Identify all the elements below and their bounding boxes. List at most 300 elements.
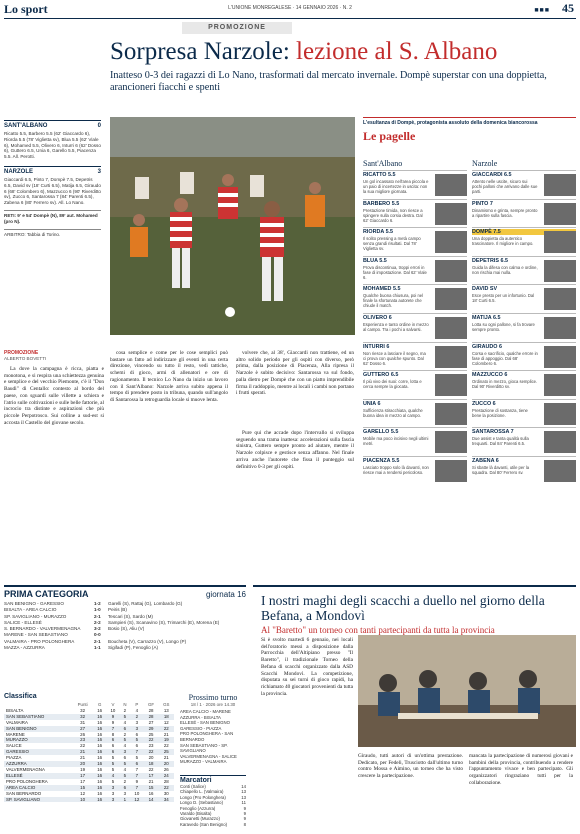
result-scorers: Bosio (S), Aliu (V) [108,626,145,632]
classifica-header: V [111,702,115,707]
player-rating [363,199,467,228]
result-match: MARENE - SAN SEBASTIANO [4,632,68,638]
team2-lineup: Giaccardi 6.5, Pinto 7, Dompè 7.5, Depetris 6.5, David sv (18' Curti 6.5), Matija 6.5, Giraudo 6 (68' Colombero 6), Mazzucco 6 (90' Riverditto sv), Zucco 6, Santarossa 7 (84' Parenti 6.5), Zabena 6 (80' Ferrero sv). All. Lo Nano. [4,176,101,206]
player-rating [363,456,467,485]
player-photo [435,431,467,453]
headline-part1: Sorpresa Narzole: [110,38,297,65]
player-photo [435,203,467,225]
table-cell: SAN SEBASTIANO [4,714,72,720]
player-desc: Dinamismo e grinta, sempre pronto a ripartire sulla fascia. [472,207,538,218]
player-vote: 7 [489,200,493,207]
player-photo [544,288,576,310]
player-rating [472,342,576,371]
table-cell: 17 [72,773,93,779]
classifica-header: GS [163,702,170,707]
chess-col-3 [469,753,573,787]
player-photo [544,460,576,482]
table-cell: 4 [106,773,119,779]
table-cell: 6 [106,737,119,743]
prossimo-turno [180,693,246,765]
table-cell: 8 [111,731,115,737]
table-cell: 4 [123,766,127,772]
next-match: MURAZZO - VALMAIRA [180,759,227,765]
scorer-goals: 13 [241,794,246,800]
team2-head [4,166,101,175]
table-cell: 20 [148,755,154,761]
team2-name: NARZOLE [4,168,33,175]
player-rating [472,199,576,228]
player-rating [363,227,467,256]
result-match: SP. SAVIGLIANO - MURAZZO [4,613,67,619]
top-bar [0,0,580,18]
player-vote: 6 [504,372,508,379]
player-vote: 6 [498,343,502,350]
player-vote: 6.5 [492,314,501,321]
scorer-goals: 14 [241,784,246,789]
scorer-name: Fenoglio (Azzurra) [180,805,216,811]
player-desc: Esce presto per un infortunio. Dal 18' Curti 6.5. [472,293,535,304]
player-desc: Ordinato in mezzo, gioca semplice. Dal 90' Riverditto sv. [472,379,538,390]
table-cell: 21 [72,749,93,755]
table-cell: 6 [120,726,131,732]
table-cell: 21 [80,755,86,761]
table-cell: GARESSIO [4,749,72,755]
table-cell: 22 [144,749,159,755]
table-cell: 7 [106,726,119,732]
table-cell: 24 [159,773,174,779]
scorer-goals: 9 [243,805,246,811]
classifica-header: GF [147,702,155,707]
subhead: Inatteso 0-3 dei ragazzi di Lo Nano, trasformati dal mercato invernale. Dompè superstar con una doppietta, arancioneri fiacchi e spenti [110,70,547,93]
table-cell: BISALTA [6,707,24,713]
player-desc: Prestazione di sostanza, tiene bene la posizione. [472,407,528,418]
table-cell: 16 [93,737,106,743]
player-desc: Guida la difesa con calma e ordine, non rischia mai nulla. [472,264,538,275]
scorer-name: Karavedo (San Benigno) [180,821,228,827]
headline-part2: lezione al S. Albano [296,38,498,65]
prima-round: giornata 16 [205,590,246,599]
table-cell: 32 [72,714,93,720]
photo-illustration [110,117,355,335]
player-name-text: DEPETRIS [472,257,499,264]
table-cell: 20 [159,761,174,767]
player-vote: 6.5 [390,372,399,379]
classifica-header: Punti [77,702,88,707]
table-cell: 5 [120,737,131,743]
player-photo [544,174,576,196]
scorer-goals: 8 [243,821,246,827]
player-name-text: PINTO [472,200,489,207]
table-cell: 25 [159,749,174,755]
scorer-row [180,822,246,827]
table-cell: 3 [130,726,143,732]
player-name-text: MATIJA [472,314,492,321]
result-score: 1-1 [94,645,101,651]
table-cell: 30 [163,790,169,796]
player-photo [544,231,576,253]
result-scorers: Garelli (S), Rattaj (G), Lombardo (G) [108,601,183,606]
player-desc: Si sbatte là davanti, utile per la squadra. Dal 80' Ferrero sv. [472,464,530,475]
table-cell: 10 [110,707,116,713]
table-cell: 6 [135,743,139,749]
player-name-text: GIRAUDO [472,343,498,350]
table-cell: 18 [159,714,174,720]
table-cell: 4 [123,743,127,749]
table-cell: 22 [163,743,169,749]
player-name-text: ZABENA [472,457,495,464]
player-name-text: RICATTO [363,172,387,178]
article-col-2 [110,350,228,404]
player-vote: 5.5 [391,200,400,207]
prima-header [4,585,246,599]
table-cell: 16 [93,773,106,779]
scorer-goals: 9 [243,811,246,817]
table-cell: 16 [97,719,103,725]
table-cell: AZZURRA [4,761,72,767]
ratings-left-col [363,159,467,485]
table-cell: 19 [159,737,174,743]
table-cell: 9 [106,714,119,720]
scorer-name: Chiapello L. (Valmaira) [180,789,224,795]
player-desc: Qualche buona chiusura, poi nel finale la sfortunata autorete che chiude il match. [363,293,424,309]
player-rating [363,342,467,371]
article-author: ALBERTO BOVETTI [4,356,47,361]
table-cell: 17 [144,773,159,779]
result-score: 1-2 [94,601,101,606]
player-desc: Prestazione timida, non riesce a spingere sulla corsia destra. Dal 62' Giaccardo 6. [363,207,423,223]
section-title: Lo sport [4,2,48,16]
player-vote: 5.5 [390,429,399,436]
table-cell: AREA CALCIO [4,785,72,791]
table-cell: 6 [120,785,131,791]
table-cell: 16 [93,785,106,791]
result-score: 0-0 [94,632,101,638]
table-cell: 21 [163,755,169,761]
table-cell: 16 [97,790,103,796]
table-cell: 28 [144,714,159,720]
player-rating [472,256,576,285]
result-match: SAN BENIGNO - GARESSIO [4,601,64,606]
table-cell: 20 [72,761,93,767]
table-cell: 10 [134,790,140,796]
next-match: GARESSIO - PIAZZA [180,725,222,731]
table-cell: PRO POLONGHERA [6,778,48,784]
next-match: ELLESÉ - SAN BENIGNO [180,720,230,726]
next-match: VALVERMENAGNA - SALICE [180,753,237,759]
table-cell: 5 [120,761,131,767]
table-cell: 16 [97,707,103,713]
chess-text-3: mancata la partecipazione di numerosi giovani e bambini della provincia, contribuendo a rendere l'appuntamento vivace e ben partecipato. Gli organizzatori ringraziano tutti per la collaborazione. [469,753,573,786]
table-cell: 22 [159,785,174,791]
table-cell: 5 [120,714,131,720]
team1-score: 0 [97,123,101,129]
table-cell: 13 [163,707,169,713]
table-cell: 3 [135,719,139,725]
player-desc: Una doppietta da autentico trascinatore. Il migliore in campo. [472,236,534,247]
ratings-title: Le pagelle [363,129,416,143]
player-name-text: MAZZUCCO [472,372,503,379]
prima-title: PRIMA CATEGORIA [4,589,89,599]
player-name-text: ZUCCO [472,400,492,407]
table-cell: 23 [72,737,93,743]
classifica-table [4,702,174,802]
table-cell: 12 [130,797,143,803]
table-cell: 22 [159,726,174,732]
result-match: SALICE - ELLESÉ [4,619,42,625]
ratings-right-col [472,159,576,485]
table-cell: 26 [80,731,86,737]
player-desc: Il più vivo dei suoi: corre, lotta e cerca sempre la giocata. [363,379,422,390]
table-cell: 7 [130,773,143,779]
classifica-title: Classifica [4,693,37,700]
table-cell: 27 [72,726,93,732]
player-desc: Attento nelle uscite, sicuro sui pochi palloni che arrivano dalle sue parti. [472,179,538,194]
table-cell: 3 [106,797,119,803]
chess-text-2: Giraudo, tutti autori di un'ottima prestazione. Dedicato, per Fedeli, Trusciotto dall'ultimo turno contro Mossa e Aimino, un torneo che ha visto crescere la partecipazione. [358,753,463,780]
classifica-header: N [123,702,127,707]
table-cell: 21 [148,778,154,784]
player-photo [435,174,467,196]
player-photo [435,288,467,310]
table-cell: PIAZZA [6,755,22,761]
table-cell: 29 [144,726,159,732]
player-name-text: PIACENZA [363,457,391,464]
player-name-text: GUTTERO [363,372,390,379]
player-name-text: DOMPÈ [472,229,492,236]
player-name-text: UNIA [363,400,376,407]
player-rating [472,170,576,199]
article-kicker: PROMOZIONE [4,350,39,356]
player-photo [435,346,467,368]
article-col-3 [236,350,354,397]
player-rating [363,370,467,399]
player-vote: 5.5 [391,457,400,464]
player-vote: 6 [386,343,390,350]
player-vote: 5.5 [392,286,401,293]
player-photo [435,403,467,425]
player-vote: 5.5 [387,172,396,178]
player-photo [435,317,467,339]
player-photo [435,231,467,253]
table-cell: 1 [120,797,131,803]
dots-decoration: ■■■ [534,6,550,14]
player-name-text: SANTAROSSA [472,429,510,436]
table-cell: 12 [163,719,169,725]
chess-headline: I nostri maghi degli scacchi a duello nel giorno della Befana, a Mondovì [261,593,545,623]
table-cell: 18 [144,761,159,767]
player-name-text: RIORDA [363,229,385,236]
scorer-goals: 11 [241,800,246,806]
table-cell: 5 [111,778,115,784]
headline [110,38,570,66]
player-name-text: BLUA [363,257,378,264]
chess-article [253,585,576,830]
player-photo [435,460,467,482]
table-cell: 4 [135,707,139,713]
player-vote: 7 [510,429,514,436]
scorer-name: Varaldo (Bisalta) [180,811,212,817]
scorer-name: Longo (Pro Polonghera) [180,794,226,800]
table-cell: 16 [93,797,106,803]
scorer-name: Conti (Salice) [180,784,206,789]
player-rating [363,284,467,313]
table-cell: SAN BERNARDO [6,790,42,796]
result-score: 2-1 [94,638,101,644]
table-cell: 5 [135,755,139,761]
issue-line: L'UNIONE MONREGALESE · 14 GENNAIO 2026 · N. 2 [228,5,352,11]
article-col-1 [4,366,104,426]
player-vote: 6 [492,400,496,407]
player-desc: Lasciato troppo solo là davanti, non riesce mai a rendersi pericoloso. [363,464,429,475]
classifica-header: P [135,702,139,707]
player-desc: Sufficienza stiracchiata, qualche buona idea in mezzo al campo. [363,407,423,418]
table-cell: 27 [148,719,154,725]
player-name-text: GIACCARDI [472,172,503,178]
player-photo [435,260,467,282]
table-cell: 16 [97,743,103,749]
table-cell: 21 [163,731,169,737]
table-cell: 16 [93,761,106,767]
article-meta [4,350,104,361]
result-score: 2-1 [94,613,101,619]
scorer-goals: 9 [243,816,246,822]
table-cell: 15 [144,785,159,791]
player-name-text: MOHAMED [363,286,392,293]
ratings-caption: L'esultanza di Dompè, protagonista assoluto della domenica biancorossa [363,117,576,126]
team2-score: 3 [97,168,101,175]
result-score: 3-2 [94,626,101,632]
player-photo [435,374,467,396]
table-cell: 34 [159,797,174,803]
team1-head [4,120,101,129]
table-cell: 28 [148,707,154,713]
player-rating [472,227,576,256]
article-text-3: volvere che, al 38', Giaccardi non trattiene, ed un altro solido periodo per gli ospiti con diverso, però prima, dalla posizione di Piacenza, Alla ripresa il Narzole è subito decisivo: Santarossa va sul fondo, palla dietro per Dompè che con un piatto imprendibile firma il raddoppio, mentre ai locali i cambi non portano i frutti sperati. [236,350,354,397]
next-match: AREA CALCIO - MARENE [180,709,231,714]
result-scorers: Sampieri (S), Scanavino (S), Trimarchi (E), Morena (E) [108,619,220,625]
player-rating [363,399,467,428]
table-cell: 16 [97,731,103,737]
player-name-text: INTURRI [363,343,385,350]
table-cell: 14 [144,797,159,803]
result-row [4,645,246,651]
table-cell: 6 [130,761,143,767]
match-photo [110,117,355,335]
table-cell: 3 [111,790,115,796]
ratings-team-right: Narzole [472,159,498,168]
player-rating [472,456,576,485]
table-cell: 22 [80,743,86,749]
chess-col-2 [358,753,463,780]
table-cell: 5 [130,737,143,743]
referee-line: ARBITRO: Tabbia di Torino. [4,229,101,238]
table-cell: 15 [72,785,93,791]
result-score: 1-0 [94,607,101,613]
player-photo [544,317,576,339]
player-rating [363,427,467,456]
result-scorers: Peiris (B) [108,607,127,613]
player-photo [544,260,576,282]
table-cell: 7 [135,766,139,772]
table-cell: 26 [163,766,169,772]
table-cell: 3 [106,785,119,791]
article-text-1: La dove la campagna è ricca, piatta e monotona, e si respira una schiettezza genuina e semplice e del vecchio Piemonte, c'è il "Don Baudi" di Centallo: contesto al bordo del paese, con sguardi sulle villette a schiera e l'atrio sulle coltivazioni e sulle belle fattorie, al incrocio tra distinte e aspirazioni che più piccole Perpotrosco. Sui colline a sud-est si accosta il Castello del giovane secolo. [4,366,104,426]
table-cell: 16 [93,714,106,720]
player-rating [472,399,576,428]
player-desc: Prova discontinua, troppi errori in fase di impostazione. Dal 62' Viale 6. [363,264,427,280]
player-vote: 6.5 [500,257,508,264]
player-photo [544,203,576,225]
goals-line: RETI: 9' e 54' Dompè (N), 89' aut. Mohamed (pro N). [4,210,101,225]
player-vote: 6 [388,314,392,321]
table-cell: 22 [148,766,154,772]
table-cell: 16 [97,778,103,784]
table-cell: 7 [130,749,143,755]
promo-tab: PROMOZIONE [182,22,292,34]
player-desc: Lotta su ogni pallone, si fa trovare sempre pronto. [472,321,535,332]
table-cell: 2 [123,778,127,784]
team1-lineup: Ricatto 5.5, Barbero 5.5 (62' Giaccardo 6), Riorda 5.5 (78' Viglietta sv), Blua 5.5 (62' Viale 6), Mohamed 5.5, Olivero 6, Inturri 6 (62' Dosso 6), Guttero 6.5, Unia 6, Garello 5.5, Piacenza 5.5. All. Perotti. [4,131,101,160]
table-cell: 5 [106,761,119,767]
table-cell: 6 [111,743,115,749]
player-vote: 6.5 [504,172,512,178]
marcatori-title: Marcatori [180,775,246,784]
player-rating [363,170,467,199]
prossimo-title: Prossimo turno [188,693,238,702]
result-score: 2-2 [94,619,101,625]
table-cell: 3 [123,790,127,796]
table-cell: 23 [148,743,154,749]
table-cell: 2 [130,714,143,720]
table-cell: MURAZZO [4,737,72,743]
chess-col-1 [261,637,353,697]
table-cell: ELLESÉ [4,773,72,779]
player-vote: 5.5 [379,257,387,264]
result-match: MAZZA - AZZURRA [4,645,45,651]
team1-name: SANT'ALBANO [4,123,48,129]
table-cell: 16 [93,749,106,755]
table-cell: 19 [80,766,86,772]
article-col-4 [236,430,354,470]
ratings-team-left: Sant'Albano [363,159,403,168]
player-photo [544,403,576,425]
table-cell: 6 [123,755,127,761]
result-scorers: Sigifadi (P), Fenoglio (A) [108,645,159,651]
table-cell: VALVERMENAGNA [6,766,45,772]
classifica-header: G [97,702,102,707]
player-photo [544,346,576,368]
table-cell: 5 [111,766,115,772]
table-cell: SALICE [6,743,22,749]
result-match: S. BERNARDO - VALVERMENAGNA [4,626,81,632]
table-cell: SAN BENIGNO [4,726,72,732]
player-name-text: DAVID [472,286,489,293]
table-cell: 10 [72,797,93,803]
player-vote: 6 [377,400,381,407]
chess-text-1: Si è svolto martedì 6 gennaio, nei locali dell'oratorio messi a disposizione dalla Parrocchia dell'Altipiano presso "Il Baretto", il tradizionale Torneo della Befana di scacchi organizzato dalla ASD Scacchi Mondovì. La competizione, disputata su sei turni di gioco rapidi, ha richiamato 40 giocatori provenienti da tutta la provincia. [261,637,353,697]
player-rating [363,256,467,285]
player-desc: Esperienza e tanto ordine in mezzo al campo. Tra i pochi a salvarsi. [363,321,429,332]
player-desc: Non riesce a lasciare il segno, ma ci prova con qualche spunto. Dal 62' Dosso 6. [363,350,426,366]
table-cell: 28 [163,778,169,784]
table-cell: VALMAIRA [6,719,28,725]
table-cell: 16 [148,790,154,796]
table-cell: 9 [111,719,115,725]
chess-photo-illustration [358,635,576,747]
table-cell: 6 [106,749,119,755]
player-vote: 5.5 [385,229,394,236]
player-vote: 7.5 [493,229,501,236]
